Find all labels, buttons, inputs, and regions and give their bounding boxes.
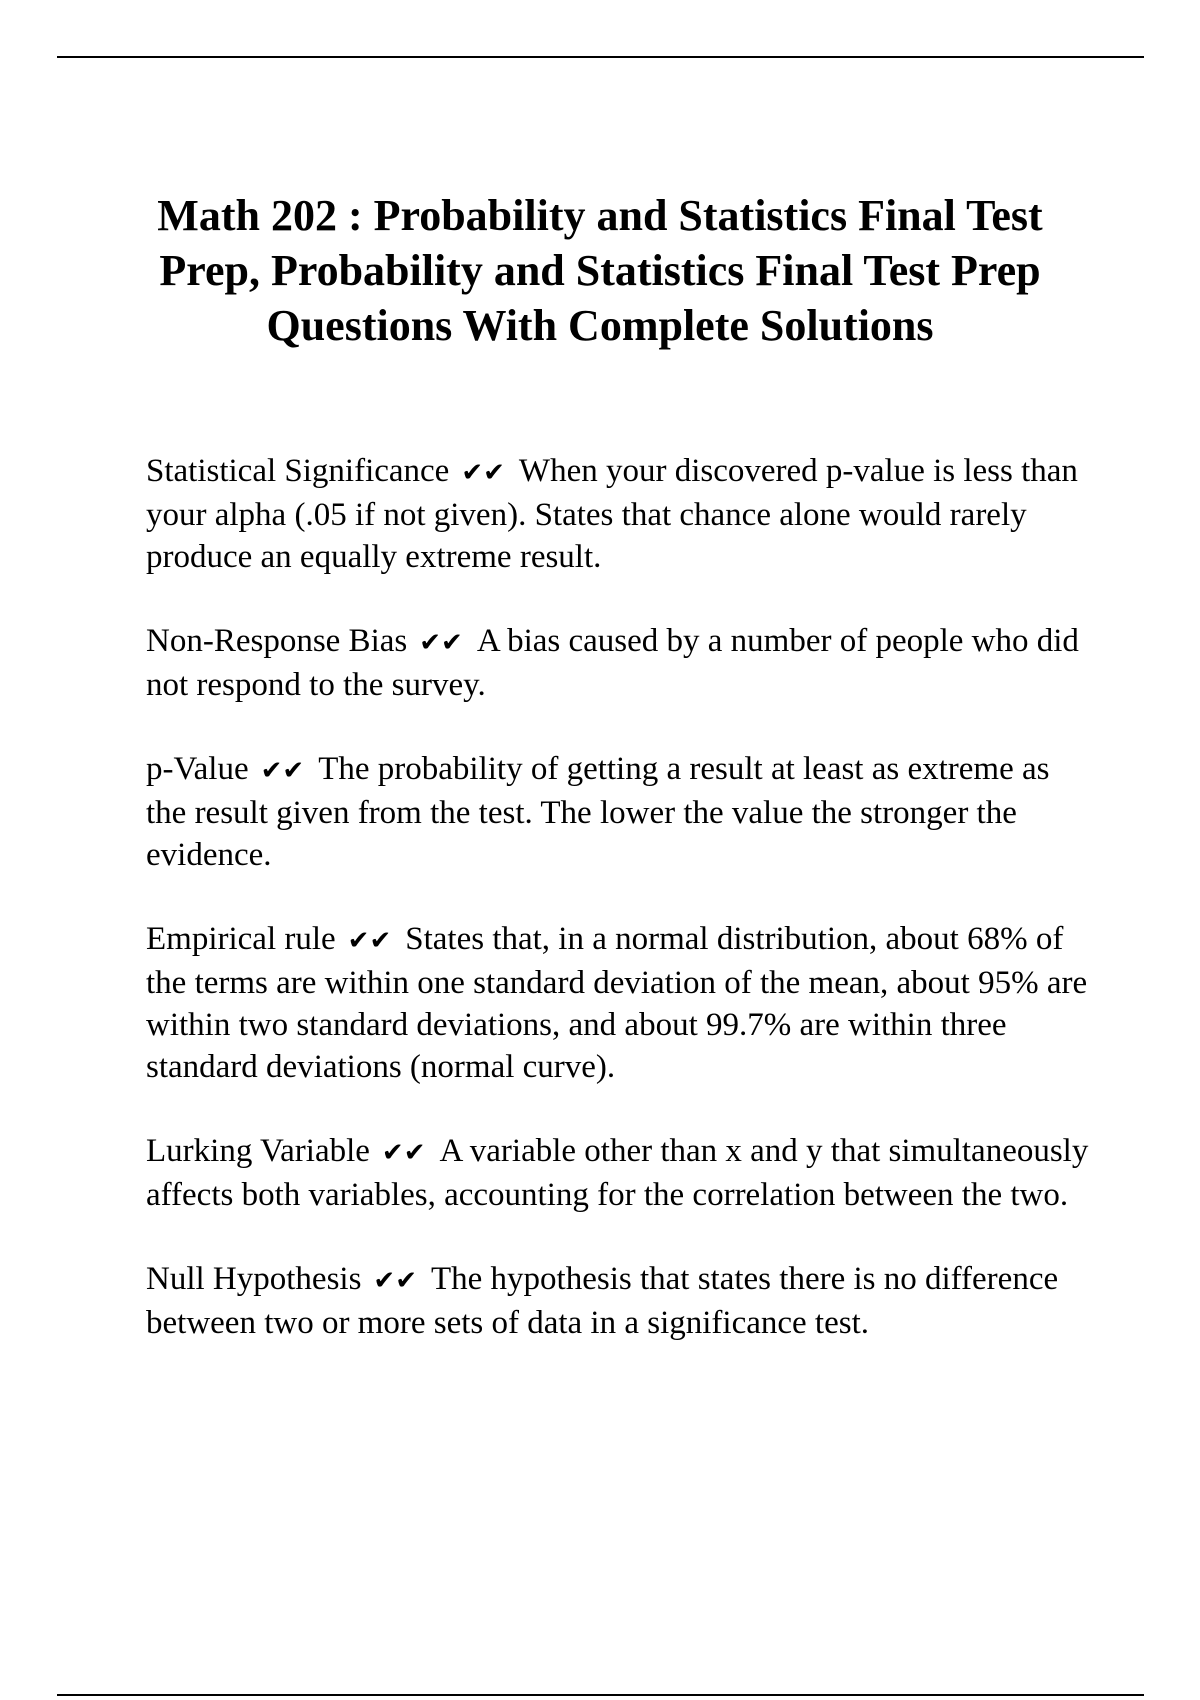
entry-term: Lurking Variable — [146, 1133, 370, 1169]
double-check-icon: ✔✔ — [373, 1266, 417, 1296]
entry-term: p-Value — [146, 751, 249, 787]
bottom-rule — [57, 1694, 1144, 1696]
entry-term: Non-Response Bias — [146, 623, 408, 659]
double-check-icon: ✔✔ — [419, 628, 463, 658]
entry-definition: When your discovered p-value is less than your alpha (.05 if not given). States that chance alone would rarely produce an equally extreme result. — [146, 453, 1078, 575]
document-title: Math 202 : Probability and Statistics Final Test Prep, Probability and Statistics Final Test Prep Questions With Complete Solutions — [157, 191, 1043, 350]
qa-entry-p-value — [146, 748, 1096, 876]
double-check-icon: ✔✔ — [347, 926, 392, 956]
qa-entry-empirical-rule — [146, 918, 1096, 1088]
double-check-icon: ✔✔ — [381, 1138, 426, 1168]
top-rule — [57, 56, 1144, 58]
entry-definition: The probability of getting a result at least as extreme as the result given from the test. The lower the value the stronger the evidence. — [146, 751, 1050, 873]
entry-term: Null Hypothesis — [146, 1261, 362, 1297]
entry-definition: A variable other than x and y that simultaneously affects both variables, accounting for the correlation between the two. — [146, 1133, 1089, 1213]
qa-entry-lurking-variable — [146, 1130, 1096, 1216]
qa-list — [146, 450, 1096, 1386]
entry-definition: The hypothesis that states there is no difference between two or more sets of data in a significance test. — [146, 1261, 1059, 1341]
qa-entry-null-hypothesis — [146, 1258, 1096, 1344]
entry-definition: States that, in a normal distribution, about 68% of the terms are within one standard deviation of the mean, about 95% are within two standard deviations, and about 99.7% are within three standard deviations (normal curve). — [146, 921, 1088, 1085]
qa-entry-non-response-bias — [146, 620, 1096, 706]
qa-entry-statistical-significance — [146, 450, 1096, 578]
double-check-icon: ✔✔ — [461, 458, 505, 488]
entry-term: Empirical rule — [146, 921, 336, 957]
entry-term: Statistical Significance — [146, 453, 450, 489]
entry-definition: A bias caused by a number of people who did not respond to the survey. — [146, 623, 1079, 703]
double-check-icon: ✔✔ — [260, 756, 305, 786]
